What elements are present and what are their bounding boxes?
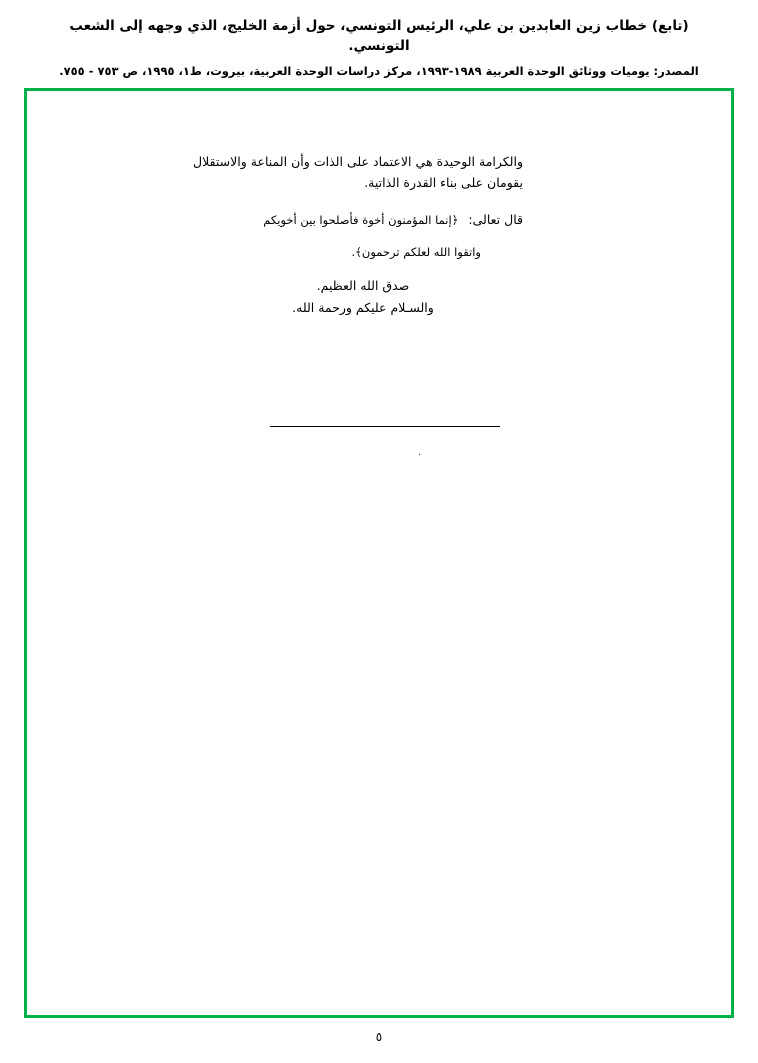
closing-salam: والسـلام عليكم ورحمة الله.: [292, 300, 434, 315]
quran-quote: [193, 207, 523, 265]
quran-lead-in: قال تعالى:: [468, 212, 523, 227]
paragraph-opening: والكرامة الوحيدة هي الاعتماد على الذات وأن المناعة والاستقلال يقومان على بناء القدرة الذاتية.: [193, 154, 523, 190]
page-title: (تابع) خطاب زين العابدين بن علي، الرئيس التونسي، حول أزمة الخليج، الذي وجهه إلى الشعب التونسي.: [69, 18, 689, 54]
closing-block: [193, 275, 523, 319]
document-header: [0, 16, 758, 80]
quran-verse-line-1: ﴿إنما المؤمنون أخوة فأصلحوا بين أخويكم: [263, 213, 459, 227]
closing-sadaq-allah: صدق الله العظيم.: [316, 278, 410, 293]
content-frame: [24, 88, 734, 1018]
page-number: ٥: [375, 1030, 383, 1044]
divider-dot: .: [418, 447, 422, 458]
document-body: [193, 151, 523, 319]
source-citation: المصدر: يوميات ووثائق الوحدة العربية ١٩٨٩-١٩٩٣، مركز دراسات الوحدة العربية، بيروت، ط١، ١٩٩٥، ص ٧٥٣ - ٧٥٥.: [59, 64, 699, 78]
horizontal-divider: [270, 426, 500, 427]
quran-verse-line-2: واتقوا الله لعلكم ترحمون﴾.: [351, 245, 481, 259]
